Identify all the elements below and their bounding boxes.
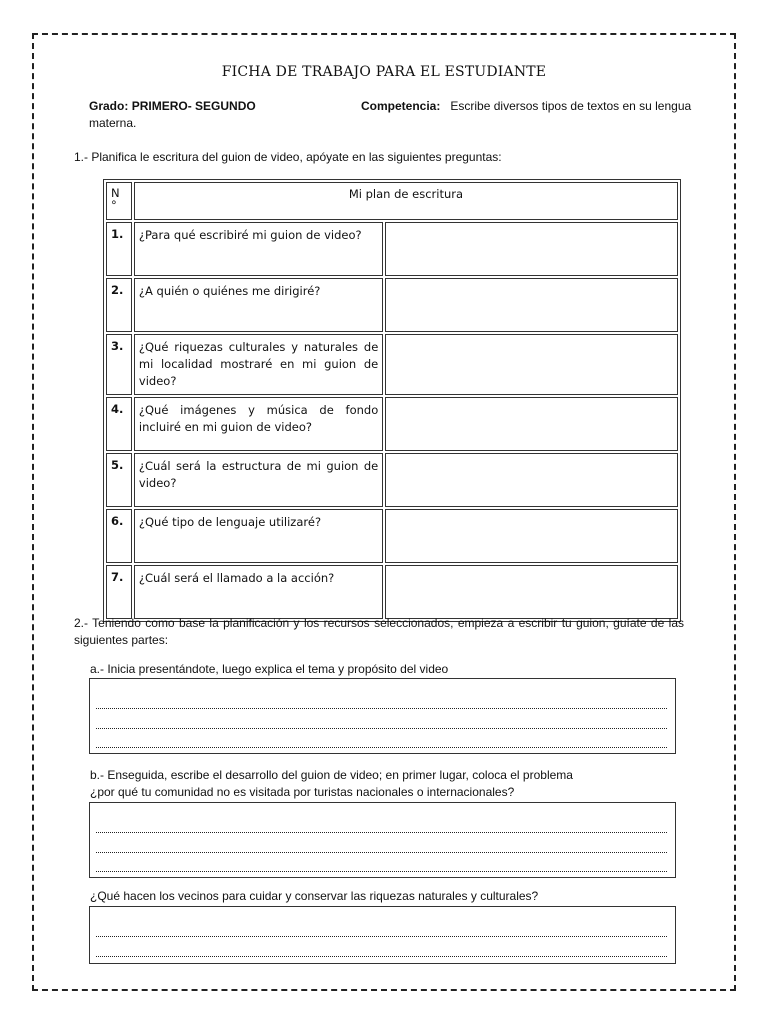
header-title: Mi plan de escritura (134, 182, 678, 220)
dotted-line (96, 956, 667, 957)
row-number: 7. (106, 565, 132, 619)
table-row (106, 334, 678, 395)
dotted-line (96, 708, 667, 709)
answer-cell[interactable] (385, 397, 678, 451)
row-number: 5. (106, 453, 132, 507)
page-title: FICHA DE TRABAJO PARA EL ESTUDIANTE (221, 64, 547, 80)
dotted-line (96, 728, 667, 729)
answer-cell[interactable] (385, 509, 678, 563)
answer-cell[interactable] (385, 222, 678, 276)
grado-line (89, 99, 256, 113)
dotted-line (96, 852, 667, 853)
table-row (106, 565, 678, 619)
answer-cell[interactable] (385, 565, 678, 619)
competencia-value: Escribe diversos tipos de textos en su lengua (450, 99, 692, 113)
dotted-line (96, 747, 667, 748)
table-row (106, 509, 678, 563)
answer-box-a[interactable] (89, 678, 676, 754)
row-question: ¿Qué riquezas culturales y naturales de mi localidad mostraré en mi guion de video? (134, 334, 383, 395)
answer-cell[interactable] (385, 278, 678, 332)
writing-plan-table (103, 179, 681, 622)
answer-box-b[interactable] (89, 802, 676, 878)
header-number: N ° (106, 182, 132, 220)
row-question: ¿Qué imágenes y música de fondo incluiré en mi guion de video? (134, 397, 383, 451)
table-row (106, 278, 678, 332)
dotted-line (96, 936, 667, 937)
instruction-1: 1.- Planifica le escritura del guion de video, apóyate en las siguientes preguntas: (74, 150, 502, 164)
row-number: 1. (106, 222, 132, 276)
row-number: 3. (106, 334, 132, 395)
table-header-row (106, 182, 678, 220)
instruction-2c: ¿Qué hacen los vecinos para cuidar y conservar las riquezas naturales y culturales? (90, 889, 539, 903)
row-number: 2. (106, 278, 132, 332)
answer-cell[interactable] (385, 334, 678, 395)
answer-box-c[interactable] (89, 906, 676, 964)
grado-value: PRIMERO- SEGUNDO (131, 99, 256, 113)
instruction-2b-question: ¿por qué tu comunidad no es visitada por turistas nacionales o internacionales? (90, 785, 515, 799)
competencia-line (361, 99, 691, 113)
competencia-label: Competencia: (361, 99, 441, 113)
row-question: ¿Para qué escribiré mi guion de video? (134, 222, 383, 276)
row-question: ¿A quién o quiénes me dirigiré? (134, 278, 383, 332)
row-number: 6. (106, 509, 132, 563)
row-question: ¿Cuál será la estructura de mi guion de video? (134, 453, 383, 507)
table-row (106, 222, 678, 276)
competencia-continuation: materna. (89, 116, 137, 130)
row-number: 4. (106, 397, 132, 451)
instruction-2b: b.- Enseguida, escribe el desarrollo del guion de video; en primer lugar, coloca el problema (90, 768, 573, 782)
row-question: ¿Cuál será el llamado a la acción? (134, 565, 383, 619)
row-question: ¿Qué tipo de lenguaje utilizaré? (134, 509, 383, 563)
instruction-2: 2.- Teniendo como base la planificación y los recursos seleccionados, empieza a escribir tu guion, guíate de las siguientes partes: (74, 616, 684, 647)
instruction-2a: a.- Inicia presentándote, luego explica el tema y propósito del video (90, 662, 449, 676)
dotted-line (96, 832, 667, 833)
table-row (106, 453, 678, 507)
dotted-line (96, 871, 667, 872)
answer-cell[interactable] (385, 453, 678, 507)
grado-label: Grado: (89, 99, 129, 113)
table-row (106, 397, 678, 451)
